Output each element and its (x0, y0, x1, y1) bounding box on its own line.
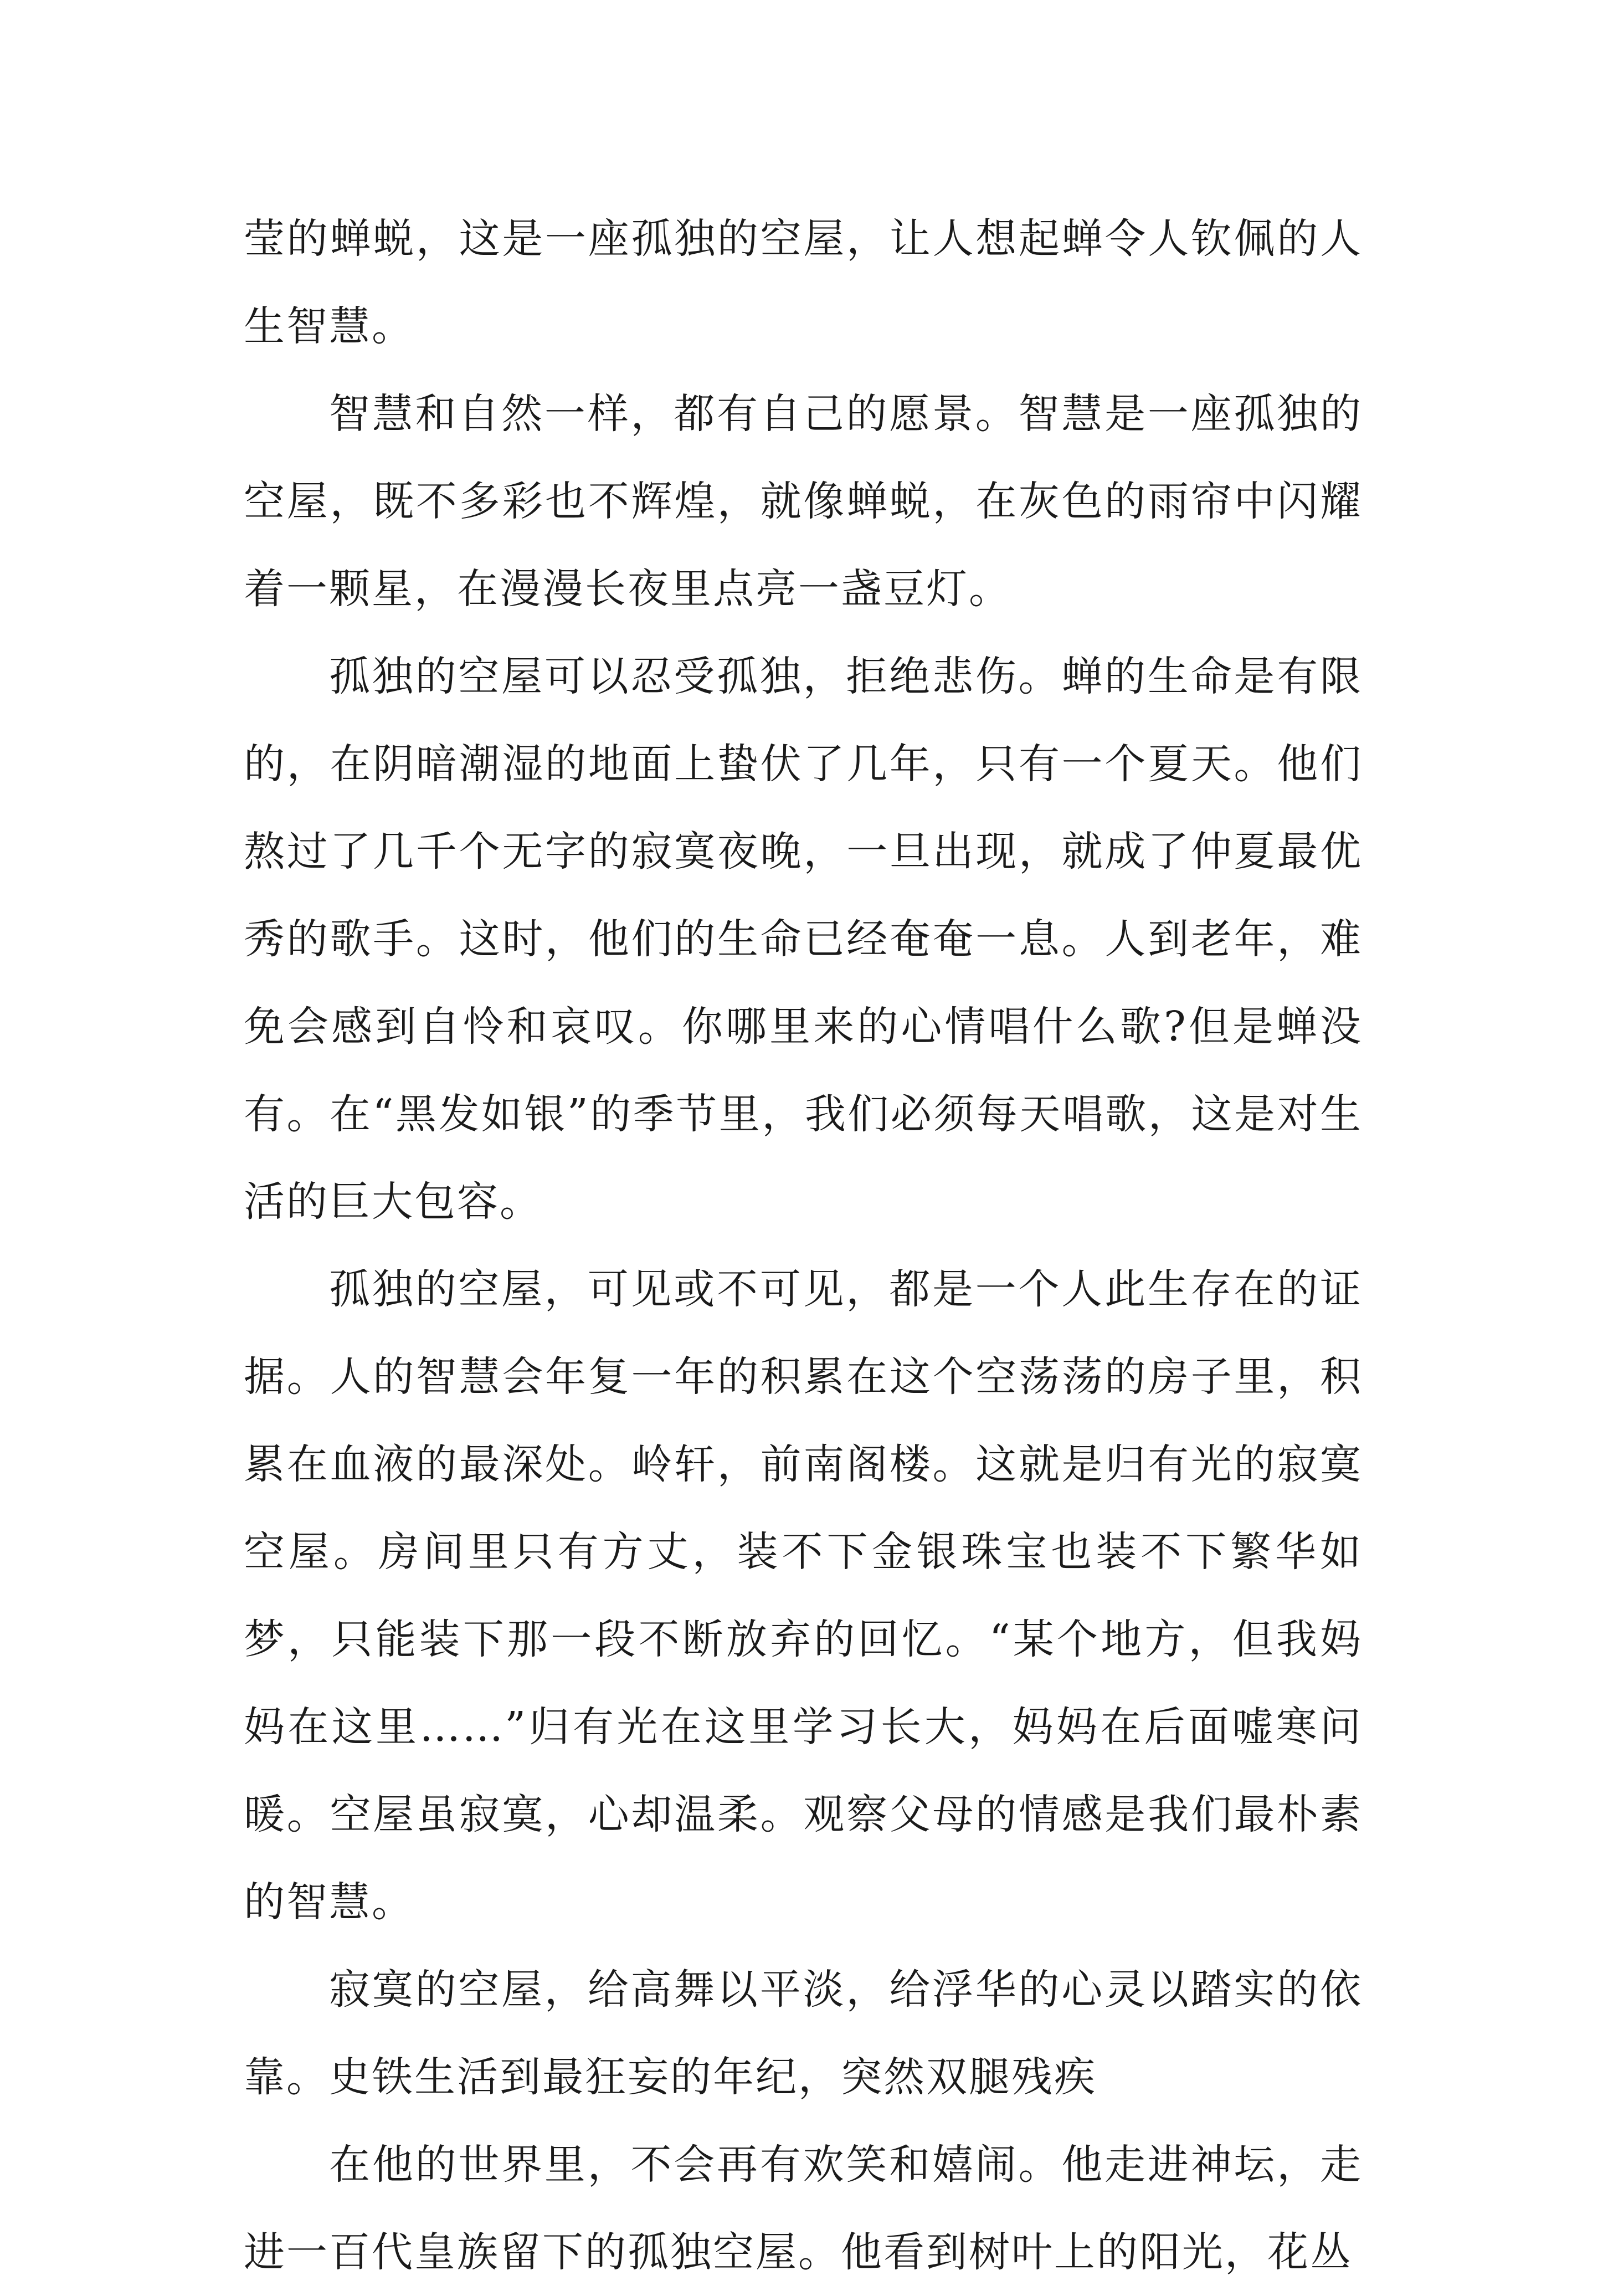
body-text (244, 195, 1363, 2296)
paragraph-2: 智慧和自然一样，都有自己的愿景。智慧是一座孤独的空屋，既不多彩也不辉煌，就像蝉蜕，在灰色的雨帘中闪耀着一颗星，在漫漫长夜里点亮一盏豆灯。 (244, 390, 1363, 613)
paragraph-1: 莹的蝉蜕，这是一座孤独的空屋，让人想起蝉令人钦佩的人生智慧。 (244, 215, 1363, 350)
paragraph-4: 孤独的空屋，可见或不可见，都是一个人此生存在的证据。人的智慧会年复一年的积累在这个空荡荡的房子里，积累在血液的最深处。岭轩，前南阁楼。这就是归有光的寂寞空屋。房间里只有方丈，装不下金银珠宝也装不下繁华如梦，只能装下那一段不断放弃的回忆。“某个地方，但我妈妈在这里……”归有光在这里学习长大，妈妈在后面嘘寒问暖。空屋虽寂寞，心却温柔。观察父母的情感是我们最朴素的智慧。 (244, 1265, 1363, 1926)
paragraph-5: 寂寞的空屋，给高舞以平淡，给浮华的心灵以踏实的依靠。史铁生活到最狂妄的年纪，突然双腿残疾 (244, 1966, 1363, 2101)
paragraph-3: 孤独的空屋可以忍受孤独，拒绝悲伤。蝉的生命是有限的，在阴暗潮湿的地面上蛰伏了几年，只有一个夏天。他们熬过了几千个无字的寂寞夜晚，一旦出现，就成了仲夏最优秀的歌手。这时，他们的生命已经奄奄一息。人到老年，难免会感到自怜和哀叹。你哪里来的心情唱什么歌?但是蝉没有。在“黑发如银”的季节里，我们必须每天唱歌，这是对生活的巨大包容。 (244, 653, 1363, 1226)
paragraph-6: 在他的世界里，不会再有欢笑和嬉闹。他走进神坛，走进一百代皇族留下的孤独空屋。他看到树叶上的阳光，花丛 (244, 2141, 1363, 2276)
